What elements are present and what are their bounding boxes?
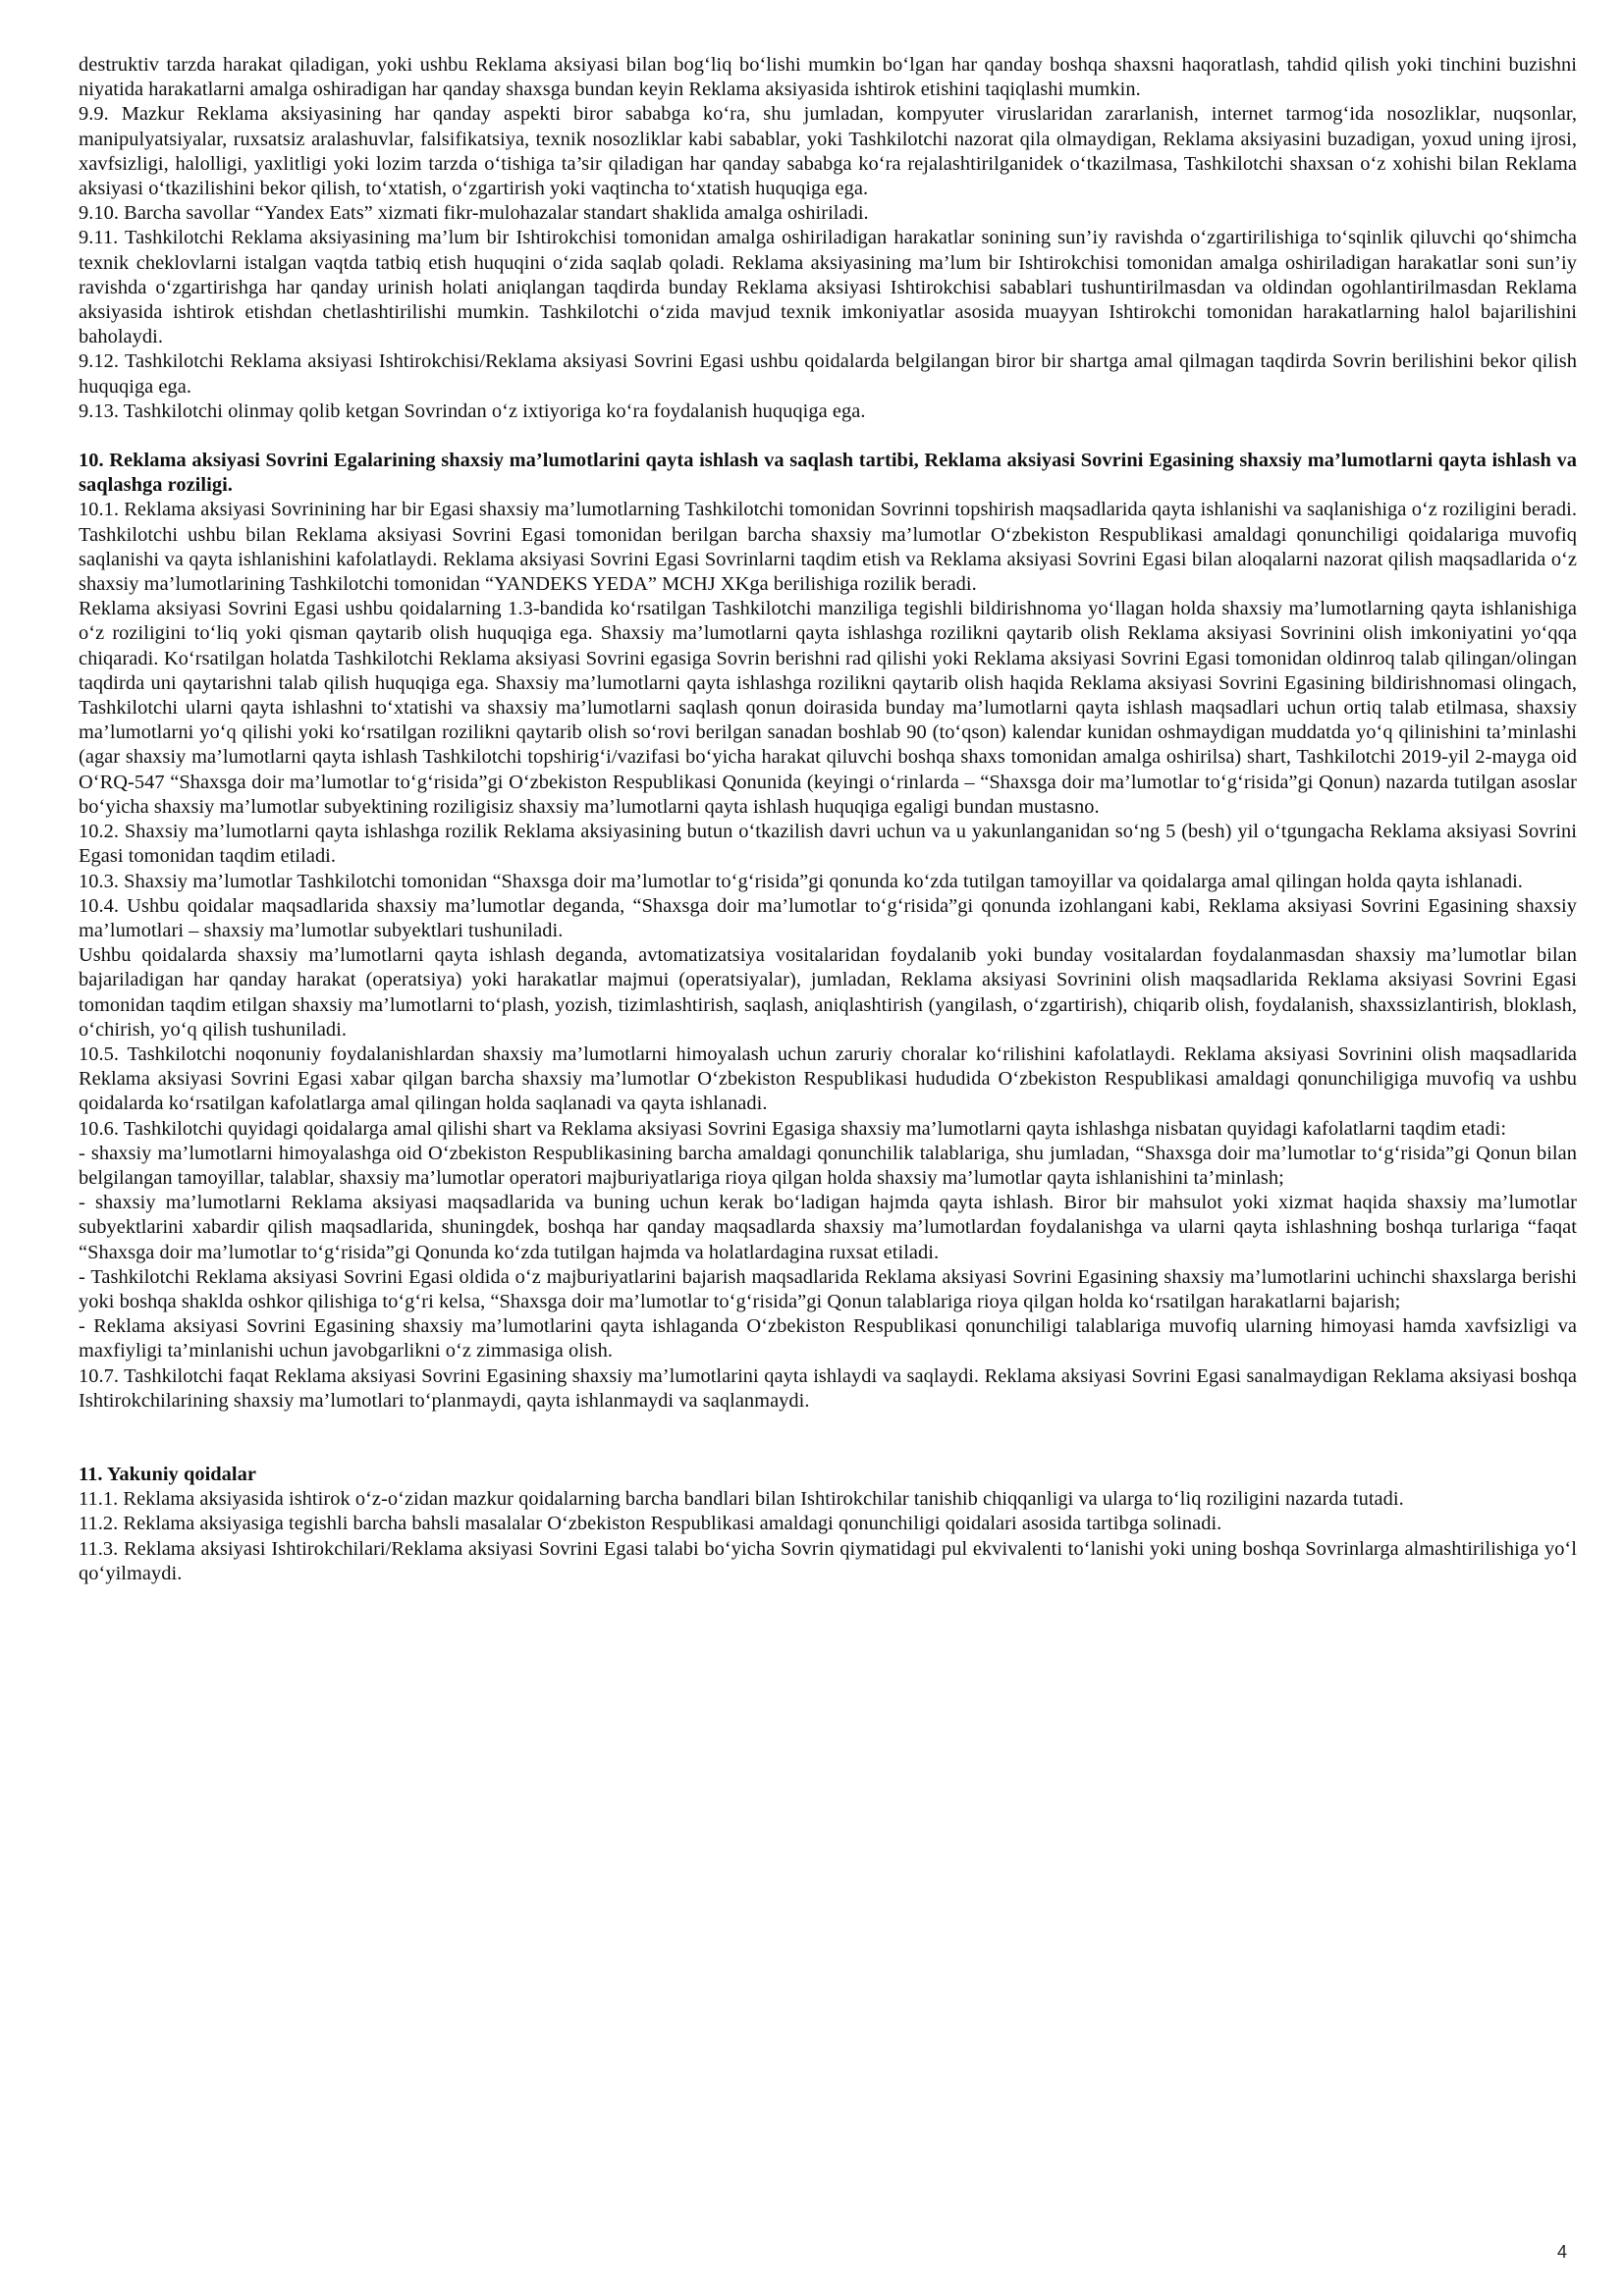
- paragraph-9-13: 9.13. Tashkilotchi olinmay qolib ketgan Sovrindan o‘z ixtiyoriga ko‘ra foydalanish huquqiga ega.: [79, 400, 866, 422]
- paragraph-10-7: 10.7. Tashkilotchi faqat Reklama aksiyasi Sovrini Egasining shaxsiy ma’lumotlarini qayta ishlaydi va saqlaydi. Reklama aksiyasi Sovrini Egasi sanalmaydigan Reklama aksiyasi boshqa Ishtirokchilarining shaxsiy ma’lumotlari to‘planmaydi, qayta ishlanmaydi va saqlanmaydi.: [79, 1364, 1577, 1412]
- paragraph-10-5: 10.5. Tashkilotchi noqonuniy foydalanishlardan shaxsiy ma’lumotlarni himoyalash uchun zaruriy choralar ko‘rilishini kafolatlaydi. Reklama aksiyasi Sovrinini olish maqsadlarida Reklama aksiyasi Sovrini Egasi xabar qilgan barcha shaxsiy ma’lumotlar O‘zbekiston Respublikasi hududida O‘zbekiston Respublikasi amaldagi qonunchiligiga muvofiq va ushbu qoidalarda ko‘rsatilgan kafolatlarga amal qilingan holda saqlanadi va qayta ishlanadi.: [79, 1042, 1577, 1115]
- paragraph-11-1: 11.1. Reklama aksiyasida ishtirok o‘z-o‘zidan mazkur qoidalarning barcha bandlari bilan Ishtirokchilar tanishib chiqqanligi va ularga to‘liq roziligini nazarda tutadi.: [79, 1488, 1404, 1511]
- paragraph-10-1: 10.1. Reklama aksiyasi Sovrinining har bir Egasi shaxsiy ma’lumotlarning Tashkilotchi tomonidan Sovrinni topshirish maqsadlarida qayta ishlanishi va saqlanishiga o‘z roziligini beradi. Tashkilotchi ushbu bilan Reklama aksiyasi Sovrini Egasi tomonidan berilgan barcha shaxsiy ma’lumotlar O‘zbekiston Respublikasi amaldagi qonunchiligi qoidalariga muvofiq saqlanishi va qayta ishlanishini kafolatlaydi. Reklama aksiyasi Sovrini Egasi Sovrinlarni taqdim etish va Reklama aksiyasi Sovrini Egasi bilan aloqalarni nazorat qilish maqsadlarida o‘z shaxsiy ma’lumotlarining Tashkilotchi tomonidan “YANDEKS YEDA” MCHJ XKga berilishiga rozilik beradi.: [79, 499, 1577, 596]
- list-item-10-6-c: - Tashkilotchi Reklama aksiyasi Sovrini Egasi oldida o‘z majburiyatlarini bajarish maqsadlarida Reklama aksiyasi Sovrini Egasining shaxsiy ma’lumotlarini uchinchi shaxslarga berishi yoki boshqa shaklda oshkor qilishiga to‘g‘ri kelsa, “Shaxsga doir ma’lumotlar to‘g‘risida”gi Qonun talablariga rioya qilgan holda ko‘rsatilgan harakatlarni bajarish;: [79, 1265, 1577, 1312]
- paragraph-9-8-continued: destruktiv tarzda harakat qiladigan, yoki ushbu Reklama aksiyasi bilan bog‘liq bo‘lishi mumkin bo‘lgan har qanday boshqa shaxsni haqoratlash, tahdid qilish yoki tinchini buzishni niyatida harakatlarni amalga oshiradigan har qanday shaxsga bundan keyin Reklama aksiyasida ishtirok etishini taqiqlashi mumkin.: [79, 54, 1577, 101]
- paragraph-10-6: 10.6. Tashkilotchi quyidagi qoidalarga amal qilishi shart va Reklama aksiyasi Sovrini Egasiga shaxsiy ma’lumotlarni qayta ishlashga nisbatan quyidagi kafolatlarni taqdim etadi:: [79, 1117, 1507, 1140]
- paragraph-10-4: 10.4. Ushbu qoidalar maqsadlarida shaxsiy ma’lumotlar deganda, “Shaxsga doir ma’lumotlar to‘g‘risida”gi qonunda izohlangani kabi, Reklama aksiyasi Sovrini Egasining shaxsiy ma’lumotlari – shaxsiy ma’lumotlar subyektlari tushuniladi.: [79, 894, 1577, 941]
- paragraph-11-3: 11.3. Reklama aksiyasi Ishtirokchilari/Reklama aksiyasi Sovrini Egasi talabi bo‘yicha Sovrin qiymatidagi pul ekvivalenti to‘lanishi yoki uning boshqa Sovrinlarga almashtirilishiga yo‘l qo‘yilmaydi.: [79, 1537, 1577, 1584]
- list-item-10-6-b: - shaxsiy ma’lumotlarni Reklama aksiyasi maqsadlarida va buning uchun kerak bo‘ladigan hajmda qayta ishlash. Biror bir mahsulot yoki xizmat haqida shaxsiy ma’lumotlar subyektlarini xabardir qilish maqsadlarida, shuningdek, boshqa har qanday maqsadlarda shaxsiy ma’lumotlardan foydalanishga va ularni qayta ishlashning boshqa turlariga “faqat “Shaxsga doir ma’lumotlar to‘g‘risida”gi Qonunda ko‘zda tutilgan hajmda va holatlardagina ruxsat etiladi.: [79, 1192, 1577, 1263]
- paragraph-9-12: 9.12. Tashkilotchi Reklama aksiyasi Ishtirokchisi/Reklama aksiyasi Sovrini Egasi ushbu qoidalarda belgilangan biror bir shartga amal qilmagan taqdirda Sovrin berilishini bekor qilish huquqiga ega.: [79, 350, 1577, 398]
- section-10-heading: 10. Reklama aksiyasi Sovrini Egalarining shaxsiy ma’lumotlarini qayta ishlash va saqlash tartibi, Reklama aksiyasi Sovrini Egasining shaxsiy ma’lumotlarni qayta ishlash va saqlashga roziligi.: [79, 450, 1577, 497]
- paragraph-10-3: 10.3. Shaxsiy ma’lumotlar Tashkilotchi tomonidan “Shaxsga doir ma’lumotlar to‘g‘risida”gi qonunda ko‘zda tutilgan tamoyillar va qoidalarga amal qilingan holda qayta ishlanadi.: [79, 870, 1523, 892]
- paragraph-9-10: 9.10. Barcha savollar “Yandex Eats” xizmati fikr-mulohazalar standart shaklida amalga oshiriladi.: [79, 202, 869, 225]
- paragraph-11-2: 11.2. Reklama aksiyasiga tegishli barcha bahsli masalalar O‘zbekiston Respublikasi amaldagi qonunchiligi qoidalari asosida tartibga solinadi.: [79, 1513, 1222, 1535]
- paragraph-10-4-processing-definition: Ushbu qoidalarda shaxsiy ma’lumotlarni qayta ishlash deganda, avtomatizatsiya vositalaridan foydalanib yoki bunday vositalardan foydalanmasdan shaxsiy ma’lumotlar bilan bajariladigan har qanday harakat (operatsiya) yoki harakatlar majmui (operatsiyalar), jumladan, Reklama aksiyasi Sovrinini olish maqsadlarida Reklama aksiyasi Sovrini Egasi tomonidan taqdim etilgan shaxsiy ma’lumotlarni to‘plash, yozish, tizimlashtirish, saqlash, aniqlashtirish (yangilash, o‘zgartirish), chiqarib olish, foydalanish, shaxssizlantirish, bloklash, o‘chirish, yo‘q qilish tushuniladi.: [79, 944, 1577, 1041]
- list-item-10-6-d: - Reklama aksiyasi Sovrini Egasining shaxsiy ma’lumotlarini qayta ishlaganda O‘zbekiston Respublikasi qonunchiligi talablariga muvofiq ularning himoyasi hamda xavfsizligi va maxfiyligi ta’minlanishi uchun javobgarlikni o‘z zimmasiga olish.: [79, 1315, 1577, 1362]
- paragraph-10-1-consent-withdrawal: Reklama aksiyasi Sovrini Egasi ushbu qoidalarning 1.3-bandida ko‘rsatilgan Tashkilotchi manziliga tegishli bildirishnoma yo‘llagan holda shaxsiy ma’lumotlarning qayta ishlanishiga o‘z roziligini to‘liq yoki qisman qaytarib olish huquqiga ega. Shaxsiy ma’lumotlarni qayta ishlashga rozilikni qaytarib olish Reklama aksiyasi Sovrinini olish imkoniyatini yo‘qqa chiqaradi. Ko‘rsatilgan holatda Tashkilotchi Reklama aksiyasi Sovrini egasiga Sovrin berishni rad qilishi yoki Reklama aksiyasi Sovrini Egasi tomonidan oldinroq talab qilingan/olingan taqdirda uni qaytarishni talab qilish huquqiga ega. Shaxsiy ma’lumotlarni qayta ishlashga rozilikni qaytarib olish haqida Reklama aksiyasi Sovrini Egasining bildirishnomasi olingach, Tashkilotchi ularni qayta ishlashni to‘xtatishi va shaxsiy ma’lumotlarni saqlash qonun doirasida bunday ma’lumotlarni qayta ishlash maqsadlari uchun ortiq talab etilmasa, shaxsiy ma’lumotlarni yo‘q qilishi yoki ko‘rsatilgan rozilikni qaytarib olish so‘rovi berilgan sanadan boshlab 90 (to‘qson) kalendar kunidan oshmaydigan muddatda yo‘q qilinishini ta’minlashi (agar shaxsiy ma’lumotlarni qayta ishlash Tashkilotchi topshirig‘i/vazifasi bo‘yicha harakat qiluvchi boshqa shaxs tomonidan amalga oshirilsa) shart, Tashkilotchi 2019-yil 2-mayga oid O‘RQ-547 “Shaxsga doir ma’lumotlar to‘g‘risida”gi O‘zbekiston Respublikasi Qonunida (keyingi o‘rinlarda – “Shaxsga doir ma’lumotlar to‘g‘risida”gi Qonun) nazarda tutilgan asoslar bo‘yicha shaxsiy ma’lumotlar subyektining roziligisiz shaxsiy ma’lumotlarni qayta ishlash huquqiga egaligi bundan mustasno.: [79, 598, 1577, 818]
- paragraph-10-2: 10.2. Shaxsiy ma’lumotlarni qayta ishlashga rozilik Reklama aksiyasining butun o‘tkazilish davri uchun va u yakunlanganidan so‘ng 5 (besh) yil o‘tgungacha Reklama aksiyasi Sovrini Egasi tomonidan taqdim etiladi.: [79, 821, 1577, 868]
- page-number: 4: [1556, 2242, 1567, 2262]
- paragraph-9-11: 9.11. Tashkilotchi Reklama aksiyasining ma’lum bir Ishtirokchisi tomonidan amalga oshiriladigan harakatlar sonining sun’iy ravishda o‘zgartirilishiga to‘sqinlik qiluvchi qo‘shimcha texnik cheklovlarni istalgan vaqtda tatbiq etish huquqini o‘zida saqlab qoladi. Reklama aksiyasining ma’lum bir Ishtirokchisi tomonidan amalga oshiriladigan harakatlar soni sun’iy ravishda o‘zgartirishga har qanday urinish holati aniqlangan taqdirda bunday Reklama aksiyasi Ishtirokchisi sabablari tushuntirilmasdan va oldindan ogohlantirilmasdan Reklama aksiyasida ishtirok etishdan chetlashtirilishi mumkin. Tashkilotchi o‘zida mavjud texnik imkoniyatlar asosida muayyan Ishtirokchi tomonidan harakatlarning halol bajarilishini baholaydi.: [79, 227, 1577, 348]
- section-11-heading: 11. Yakuniy qoidalar: [79, 1463, 256, 1485]
- paragraph-9-9: 9.9. Mazkur Reklama aksiyasining har qanday aspekti biror sababga ko‘ra, shu jumladan, kompyuter viruslaridan zararlanish, internet tarmog‘ida nosozliklar, nuqsonlar, manipulyatsiyalar, ruxsatsiz aralashuvlar, falsifikatsiya, texnik nosozliklar kabi sabablar, yoki Tashkilotchi nazorat qila olmaydigan, Reklama aksiyasini buzadigan, yoxud uning ijrosi, xavfsizligi, halolligi, yaxlitligi yoki lozim tarzda o‘tishiga ta’sir qiladigan har qanday sababga ko‘ra rejalashtirilganidek o‘tkazilmasa, Tashkilotchi shaxsan o‘z xohishi bilan Reklama aksiyasi o‘tkazilishini bekor qilish, to‘xtatish, o‘zgartirish yoki vaqtincha to‘xtatish huquqiga ega.: [79, 103, 1577, 200]
- spacer: [79, 424, 1577, 449]
- spacer: [79, 1414, 1577, 1463]
- document-page: [79, 53, 1577, 1586]
- list-item-10-6-a: - shaxsiy ma’lumotlarni himoyalashga oid O‘zbekiston Respublikasining barcha amaldagi qonunchilik talablariga, shu jumladan, “Shaxsga doir ma’lumotlar to‘g‘risida”gi Qonun bilan belgilangan tamoyillar, talablar, shaxsiy ma’lumotlar operatori majburiyatlariga rioya qilgan holda shaxsiy ma’lumotlar qayta ishlanishini ta’minlash;: [79, 1142, 1577, 1189]
